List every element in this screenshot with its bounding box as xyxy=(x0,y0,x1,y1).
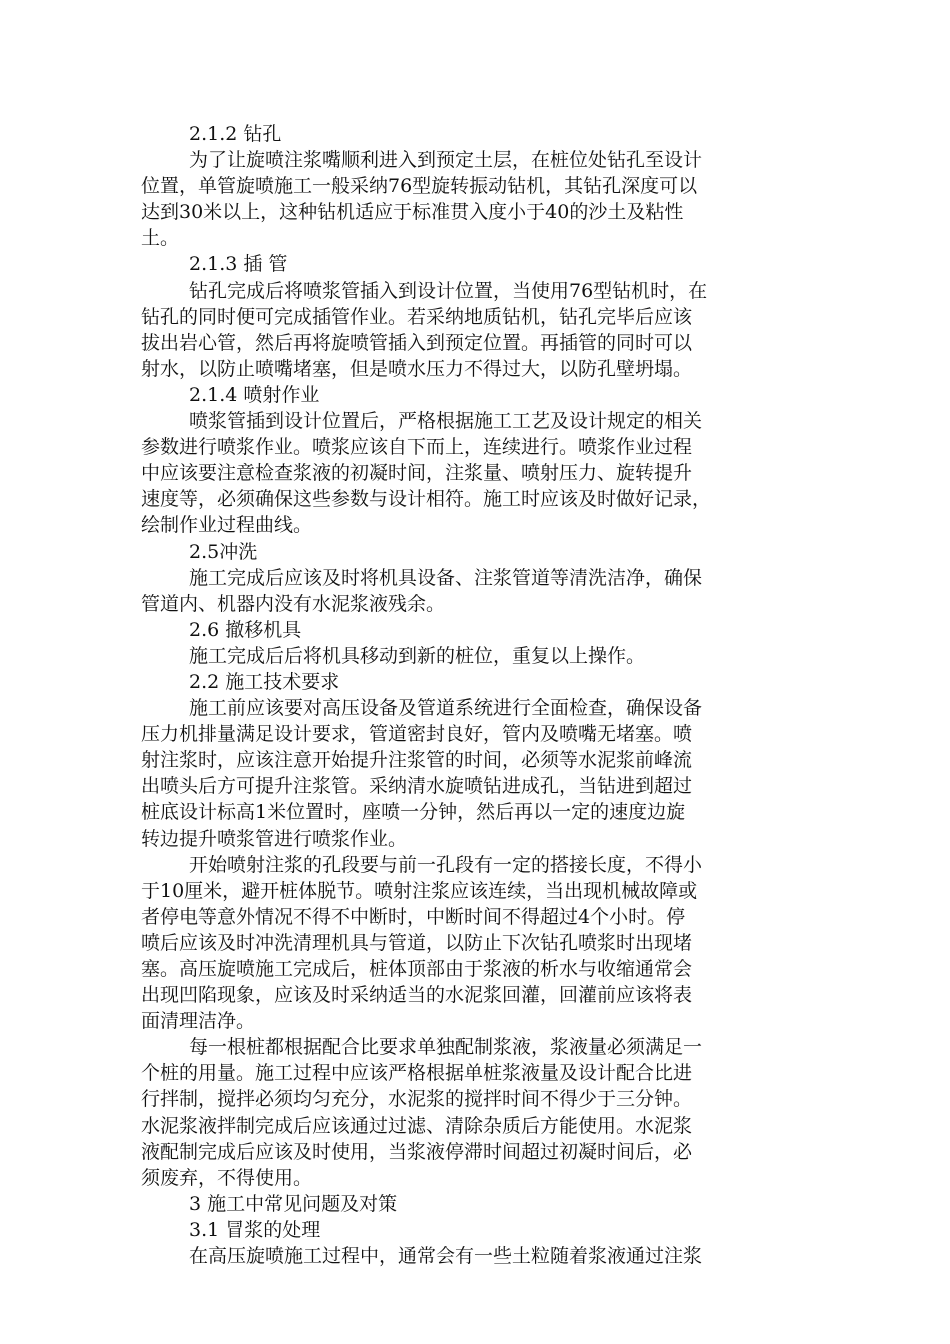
paragraph-start-line: 每一根桩都根据配合比要求单独配制浆液，浆液量必须满足一 xyxy=(189,1036,703,1059)
text-line: 个桩的用量。施工过程中应该严格根据单桩浆液量及设计配合比进 xyxy=(141,1062,693,1085)
paragraph-start-line: 2.1.4 喷射作业 xyxy=(189,383,320,406)
text-line: 参数进行喷浆作业。喷浆应该自下而上，连续进行。喷浆作业过程 xyxy=(141,436,693,459)
text-line: 须废弃，不得使用。 xyxy=(141,1166,313,1189)
document-body xyxy=(141,121,801,1269)
paragraph-start-line: 施工完成后应该及时将机具设备、注浆管道等清洗洁净，确保 xyxy=(189,566,703,589)
paragraph-start-line: 2.1.3 插 管 xyxy=(189,253,288,276)
paragraph-start-line: 在高压旋喷施工过程中，通常会有一些土粒随着浆液通过注浆 xyxy=(189,1245,703,1268)
text-line: 液配制完成后应该及时使用，当浆液停滞时间超过初凝时间后，必 xyxy=(141,1140,693,1163)
text-line: 达到30米以上，这种钻机适应于标准贯入度小于40的沙土及粘性 xyxy=(141,201,684,224)
text-line: 面清理洁净。 xyxy=(141,1010,256,1033)
text-line: 绘制作业过程曲线。 xyxy=(141,514,313,537)
text-line: 喷后应该及时冲洗清理机具与管道，以防止下次钻孔喷浆时出现堵 xyxy=(141,931,693,954)
paragraph-start-line: 3.1 冒浆的处理 xyxy=(189,1218,321,1241)
text-line: 管道内、机器内没有水泥浆液残余。 xyxy=(141,592,446,615)
paragraph-start-line: 施工完成后后将机具移动到新的桩位，重复以上操作。 xyxy=(189,644,646,667)
text-line: 射水，以防止喷嘴堵塞，但是喷水压力不得过大，以防孔壁坍塌。 xyxy=(141,357,693,380)
text-line: 于10厘米，避开桩体脱节。喷射注浆应该连续，当出现机械故障或 xyxy=(141,879,698,902)
paragraph-start-line: 为了让旋喷注浆嘴顺利进入到预定土层，在桩位处钻孔至设计 xyxy=(189,149,703,172)
paragraph-start-line: 施工前应该要对高压设备及管道系统进行全面检查，确保设备 xyxy=(189,697,703,720)
paragraph-start-line: 喷浆管插到设计位置后，严格根据施工工艺及设计规定的相关 xyxy=(189,410,703,433)
text-line: 桩底设计标高1米位置时，座喷一分钟，然后再以一定的速度边旋 xyxy=(141,801,686,824)
text-line: 者停电等意外情况不得不中断时，中断时间不得超过4个小时。停 xyxy=(141,905,686,928)
text-line: 土。 xyxy=(141,227,180,250)
text-line: 射注浆时，应该注意开始提升注浆管的时间，必须等水泥浆前峰流 xyxy=(141,749,693,772)
text-line: 钻孔的同时便可完成插管作业。若采纳地质钻机，钻孔完毕后应该 xyxy=(141,305,693,328)
paragraph-start-line: 2.5冲洗 xyxy=(189,540,258,563)
paragraph-start-line: 2.1.2 钻孔 xyxy=(189,123,282,145)
paragraph-start-line: 钻孔完成后将喷浆管插入到设计位置，当使用76型钻机时，在 xyxy=(189,279,708,302)
text-line: 水泥浆液拌制完成后应该通过过滤、清除杂质后方能使用。水泥浆 xyxy=(141,1114,693,1137)
text-line: 压力机排量满足设计要求，管道密封良好，管内及喷嘴无堵塞。喷 xyxy=(141,723,693,746)
text-line: 转边提升喷浆管进行喷浆作业。 xyxy=(141,827,408,850)
paragraph-start-line: 3 施工中常见问题及对策 xyxy=(189,1192,398,1215)
paragraph-start-line: 2.6 撤移机具 xyxy=(189,618,302,641)
text-line: 中应该要注意检查浆液的初凝时间，注浆量、喷射压力、旋转提升 xyxy=(141,462,693,485)
paragraph-start-line: 开始喷射注浆的孔段要与前一孔段有一定的搭接长度，不得小 xyxy=(189,853,703,876)
text-line: 拔出岩心管，然后再将旋喷管插入到预定位置。再插管的同时可以 xyxy=(141,331,693,354)
text-line: 塞。高压旋喷施工完成后，桩体顶部由于浆液的析水与收缩通常会 xyxy=(141,958,693,980)
text-line: 出现凹陷现象，应该及时采纳适当的水泥浆回灌，回灌前应该将表 xyxy=(141,984,693,1007)
text-line: 速度等，必须确保这些参数与设计相符。施工时应该及时做好记录， xyxy=(141,488,712,511)
text-line: 行拌制，搅拌必须均匀充分，水泥浆的搅拌时间不得少于三分钟。 xyxy=(141,1088,693,1111)
paragraph-start-line: 2.2 施工技术要求 xyxy=(189,670,340,693)
text-line: 出喷头后方可提升注浆管。采纳清水旋喷钻进成孔，当钻进到超过 xyxy=(141,775,693,798)
text-line: 位置，单管旋喷施工一般采纳76型旋转振动钻机，其钻孔深度可以 xyxy=(141,175,698,198)
